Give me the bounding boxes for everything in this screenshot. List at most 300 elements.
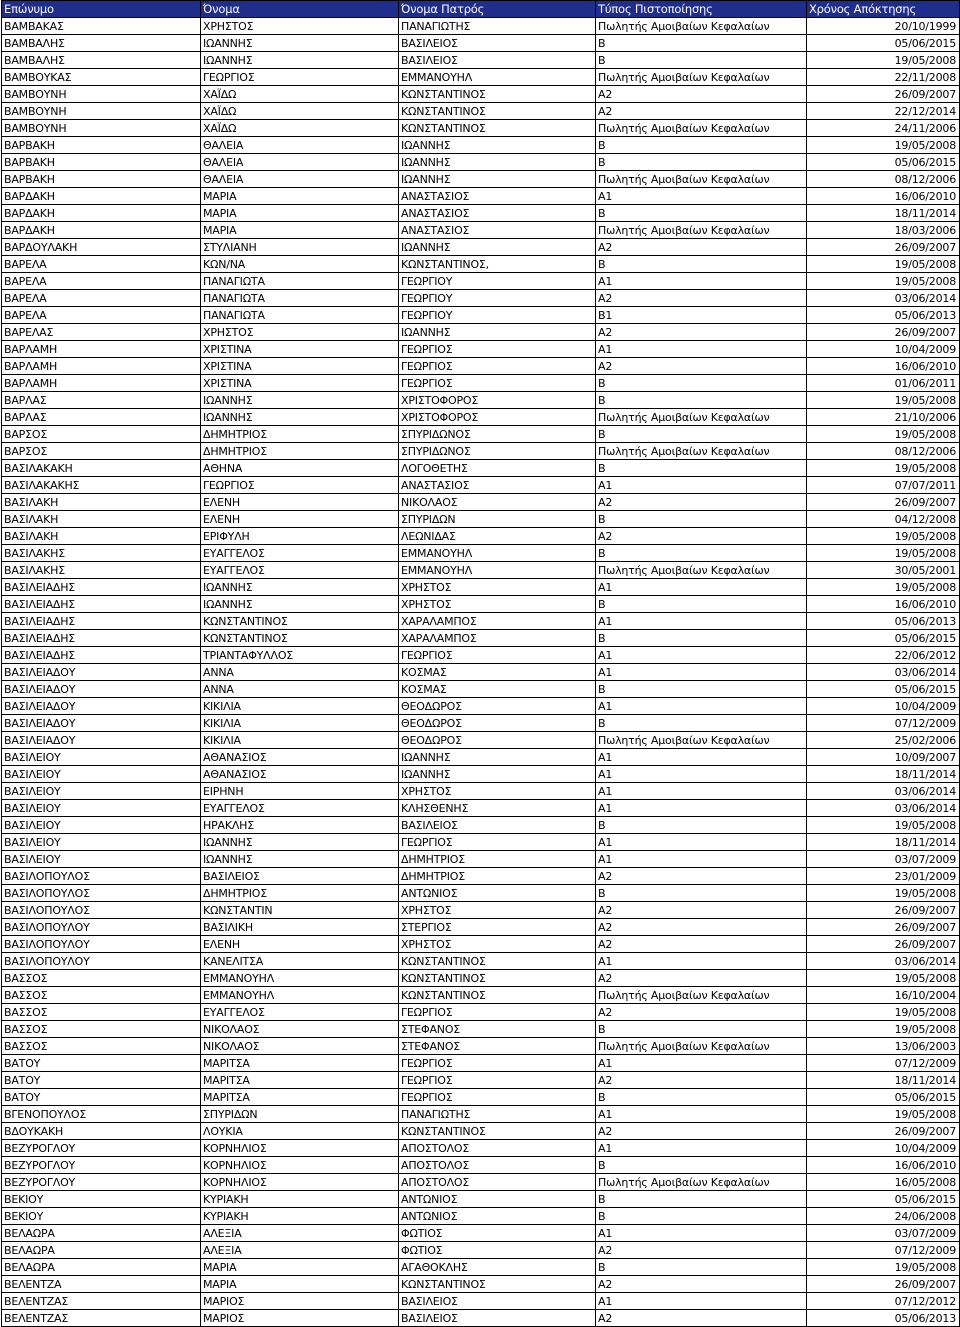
table-row	[2, 919, 960, 936]
acquisition-date-cell: 05/06/2015	[807, 154, 960, 171]
father-name-cell: ΘΕΟΔΩΡΟΣ	[399, 732, 596, 749]
acquisition-date-cell: 22/12/2014	[807, 103, 960, 120]
father-name-cell: ΑΠΟΣΤΟΛΟΣ	[399, 1140, 596, 1157]
table-row	[2, 86, 960, 103]
certification-type-cell: Α1	[596, 851, 807, 868]
table-row	[2, 579, 960, 596]
table-row	[2, 358, 960, 375]
surname-cell: ΒΑΡΔΟΥΛΑΚΗ	[2, 239, 201, 256]
certification-type-cell: Πωλητής Αμοιβαίων Κεφαλαίων	[596, 732, 807, 749]
first-name-cell: ΧΑΪΔΩ	[201, 103, 399, 120]
table-row	[2, 630, 960, 647]
acquisition-date-cell: 26/09/2007	[807, 239, 960, 256]
acquisition-date-cell: 19/05/2008	[807, 1106, 960, 1123]
surname-cell: ΒΑΜΒΟΥΝΗ	[2, 120, 201, 137]
table-row	[2, 1242, 960, 1259]
surname-cell: ΒΑΣΙΛΕΙΑΔΟΥ	[2, 664, 201, 681]
table-row	[2, 426, 960, 443]
surname-cell: ΒΑΣΙΛΕΙΑΔΗΣ	[2, 630, 201, 647]
certification-type-cell: Α1	[596, 477, 807, 494]
father-name-cell: ΙΩΑΝΝΗΣ	[399, 154, 596, 171]
certification-type-cell: Β	[596, 545, 807, 562]
table-row	[2, 1310, 960, 1327]
surname-cell: ΒΕΚΙΟΥ	[2, 1208, 201, 1225]
table-row	[2, 885, 960, 902]
certification-type-cell: Πωλητής Αμοιβαίων Κεφαλαίων	[596, 120, 807, 137]
father-name-cell: ΓΕΩΡΓΙΟΣ	[399, 341, 596, 358]
certification-type-cell: Α1	[596, 1140, 807, 1157]
certification-type-cell: Β	[596, 35, 807, 52]
first-name-cell: ΜΑΡΙΑ	[201, 188, 399, 205]
father-name-cell: ΣΤΕΡΓΙΟΣ	[399, 919, 596, 936]
first-name-cell: ΚΥΡΙΑΚΗ	[201, 1208, 399, 1225]
certification-type-cell: Α2	[596, 358, 807, 375]
surname-cell: ΒΑΣΙΛΕΙΑΔΗΣ	[2, 596, 201, 613]
father-name-cell: ΦΩΤΙΟΣ	[399, 1225, 596, 1242]
first-name-cell: ΚΑΝΕΛΙΤΣΑ	[201, 953, 399, 970]
certification-type-cell: Α1	[596, 698, 807, 715]
acquisition-date-cell: 16/10/2004	[807, 987, 960, 1004]
surname-cell: ΒΑΣΙΛΑΚΑΚΗ	[2, 460, 201, 477]
certification-type-cell: Α2	[596, 86, 807, 103]
certification-type-cell: Α2	[596, 494, 807, 511]
acquisition-date-cell: 26/09/2007	[807, 902, 960, 919]
table-row	[2, 256, 960, 273]
surname-cell: ΒΕΛΕΝΤΖΑΣ	[2, 1310, 201, 1327]
first-name-cell: ΙΩΑΝΝΗΣ	[201, 52, 399, 69]
header-acquisition-date: Χρόνος Απόκτησης	[807, 1, 960, 18]
surname-cell: ΒΑΣΙΛΟΠΟΥΛΟΥ	[2, 953, 201, 970]
first-name-cell: ΕΛΕΝΗ	[201, 511, 399, 528]
father-name-cell: ΓΕΩΡΓΙΟΥ	[399, 307, 596, 324]
surname-cell: ΒΑΣΣΟΣ	[2, 987, 201, 1004]
certification-type-cell: Πωλητής Αμοιβαίων Κεφαλαίων	[596, 987, 807, 1004]
table-row	[2, 1157, 960, 1174]
table-row	[2, 783, 960, 800]
certification-type-cell: Α1	[596, 579, 807, 596]
certification-type-cell: Α2	[596, 902, 807, 919]
father-name-cell: ΚΩΝΣΤΑΝΤΙΝΟΣ	[399, 1123, 596, 1140]
surname-cell: ΒΑΡΔΑΚΗ	[2, 188, 201, 205]
first-name-cell: ΚΥΡΙΑΚΗ	[201, 1191, 399, 1208]
father-name-cell: ΧΡΗΣΤΟΣ	[399, 902, 596, 919]
certification-type-cell: Β	[596, 1021, 807, 1038]
father-name-cell: ΙΩΑΝΝΗΣ	[399, 324, 596, 341]
first-name-cell: ΠΑΝΑΓΙΩΤΑ	[201, 273, 399, 290]
father-name-cell: ΒΑΣΙΛΕΙΟΣ	[399, 52, 596, 69]
acquisition-date-cell: 19/05/2008	[807, 273, 960, 290]
first-name-cell: ΜΑΡΙΑ	[201, 205, 399, 222]
acquisition-date-cell: 26/09/2007	[807, 1123, 960, 1140]
surname-cell: ΒΑΣΙΛΟΠΟΥΛΟΥ	[2, 919, 201, 936]
acquisition-date-cell: 05/06/2013	[807, 1310, 960, 1327]
header-father-name: Όνομα Πατρός	[399, 1, 596, 18]
surname-cell: ΒΑΡΕΛΑ	[2, 273, 201, 290]
father-name-cell: ΧΡΙΣΤΟΦΟΡΟΣ	[399, 409, 596, 426]
surname-cell: ΒΑΣΙΛΕΙΑΔΗΣ	[2, 613, 201, 630]
table-row	[2, 970, 960, 987]
table-row	[2, 664, 960, 681]
father-name-cell: ΧΡΗΣΤΟΣ	[399, 579, 596, 596]
father-name-cell: ΣΠΥΡΙΔΩΝΟΣ	[399, 426, 596, 443]
table-row	[2, 1072, 960, 1089]
surname-cell: ΒΕΖΥΡΟΓΛΟΥ	[2, 1140, 201, 1157]
father-name-cell: ΣΠΥΡΙΔΩΝ	[399, 511, 596, 528]
header-first-name: Όνομα	[201, 1, 399, 18]
father-name-cell: ΑΠΟΣΤΟΛΟΣ	[399, 1174, 596, 1191]
acquisition-date-cell: 25/02/2006	[807, 732, 960, 749]
acquisition-date-cell: 19/05/2008	[807, 256, 960, 273]
table-row	[2, 154, 960, 171]
first-name-cell: ΚΟΡΝΗΛΙΟΣ	[201, 1157, 399, 1174]
acquisition-date-cell: 16/06/2010	[807, 358, 960, 375]
father-name-cell: ΓΕΩΡΓΙΟΣ	[399, 1072, 596, 1089]
father-name-cell: ΚΩΝΣΤΑΝΤΙΝΟΣ	[399, 1276, 596, 1293]
surname-cell: ΒΑΜΒΑΚΑΣ	[2, 18, 201, 35]
father-name-cell: ΧΡΗΣΤΟΣ	[399, 596, 596, 613]
acquisition-date-cell: 04/12/2008	[807, 511, 960, 528]
acquisition-date-cell: 13/06/2003	[807, 1038, 960, 1055]
certification-type-cell: Β	[596, 715, 807, 732]
table-row	[2, 1276, 960, 1293]
father-name-cell: ΧΡΗΣΤΟΣ	[399, 783, 596, 800]
father-name-cell: ΒΑΣΙΛΕΙΟΣ	[399, 817, 596, 834]
table-row	[2, 681, 960, 698]
first-name-cell: ΙΩΑΝΝΗΣ	[201, 409, 399, 426]
table-row	[2, 851, 960, 868]
table-row	[2, 987, 960, 1004]
certification-type-cell: Α1	[596, 1293, 807, 1310]
acquisition-date-cell: 21/10/2006	[807, 409, 960, 426]
first-name-cell: ΜΑΡΙΑ	[201, 1259, 399, 1276]
surname-cell: ΒΑΣΙΛΕΙΑΔΟΥ	[2, 732, 201, 749]
surname-cell: ΒΑΣΙΛΕΙΑΔΗΣ	[2, 579, 201, 596]
surname-cell: ΒΑΣΙΛΟΠΟΥΛΟΣ	[2, 885, 201, 902]
first-name-cell: ΜΑΡΙΤΣΑ	[201, 1055, 399, 1072]
certification-type-cell: Β	[596, 1089, 807, 1106]
surname-cell: ΒΑΣΙΛΟΠΟΥΛΟΣ	[2, 868, 201, 885]
table-row	[2, 1225, 960, 1242]
first-name-cell: ΕΛΕΝΗ	[201, 936, 399, 953]
father-name-cell: ΔΗΜΗΤΡΙΟΣ	[399, 851, 596, 868]
acquisition-date-cell: 16/06/2010	[807, 1157, 960, 1174]
first-name-cell: ΣΠΥΡΙΔΩΝ	[201, 1106, 399, 1123]
certification-type-cell: Α2	[596, 970, 807, 987]
certification-type-cell: Πωλητής Αμοιβαίων Κεφαλαίων	[596, 69, 807, 86]
header-row	[2, 1, 960, 18]
surname-cell: ΒΕΛΑΩΡΑ	[2, 1225, 201, 1242]
acquisition-date-cell: 19/05/2008	[807, 1259, 960, 1276]
surname-cell: ΒΑΣΙΛΕΙΟΥ	[2, 783, 201, 800]
surname-cell: ΒΕΛΑΩΡΑ	[2, 1242, 201, 1259]
acquisition-date-cell: 26/09/2007	[807, 86, 960, 103]
header-surname: Επώνυμο	[2, 1, 201, 18]
table-row	[2, 205, 960, 222]
table-row	[2, 1021, 960, 1038]
surname-cell: ΒΑΡΛΑΣ	[2, 409, 201, 426]
acquisition-date-cell: 03/06/2014	[807, 664, 960, 681]
acquisition-date-cell: 19/05/2008	[807, 460, 960, 477]
acquisition-date-cell: 19/05/2008	[807, 137, 960, 154]
surname-cell: ΒΕΖΥΡΟΓΛΟΥ	[2, 1174, 201, 1191]
father-name-cell: ΚΟΣΜΑΣ	[399, 664, 596, 681]
certification-type-cell: Α1	[596, 766, 807, 783]
first-name-cell: ΚΩΝΣΤΑΝΤΙΝΟΣ	[201, 613, 399, 630]
acquisition-date-cell: 19/05/2008	[807, 1021, 960, 1038]
father-name-cell: ΘΕΟΔΩΡΟΣ	[399, 698, 596, 715]
surname-cell: ΒΑΡΒΑΚΗ	[2, 171, 201, 188]
table-row	[2, 103, 960, 120]
first-name-cell: ΔΗΜΗΤΡΙΟΣ	[201, 885, 399, 902]
certification-type-cell: Α1	[596, 273, 807, 290]
acquisition-date-cell: 03/06/2014	[807, 953, 960, 970]
table-row	[2, 596, 960, 613]
father-name-cell: ΒΑΣΙΛΕΙΟΣ	[399, 35, 596, 52]
father-name-cell: ΚΩΝΣΤΑΝΤΙΝΟΣ	[399, 103, 596, 120]
first-name-cell: ΑΝΝΑ	[201, 681, 399, 698]
acquisition-date-cell: 10/04/2009	[807, 341, 960, 358]
certification-type-cell: Α1	[596, 647, 807, 664]
surname-cell: ΒΑΡΕΛΑ	[2, 290, 201, 307]
first-name-cell: ΔΗΜΗΤΡΙΟΣ	[201, 426, 399, 443]
acquisition-date-cell: 07/12/2009	[807, 715, 960, 732]
surname-cell: ΒΕΛΕΝΤΖΑΣ	[2, 1293, 201, 1310]
first-name-cell: ΧΡΗΣΤΟΣ	[201, 18, 399, 35]
table-row	[2, 1293, 960, 1310]
surname-cell: ΒΑΣΙΛΕΙΟΥ	[2, 749, 201, 766]
acquisition-date-cell: 07/12/2009	[807, 1242, 960, 1259]
certification-type-cell: Πωλητής Αμοιβαίων Κεφαλαίων	[596, 443, 807, 460]
table-row	[2, 1089, 960, 1106]
acquisition-date-cell: 18/11/2014	[807, 205, 960, 222]
table-row	[2, 1140, 960, 1157]
surname-cell: ΒΑΜΒΑΛΗΣ	[2, 52, 201, 69]
acquisition-date-cell: 07/07/2011	[807, 477, 960, 494]
father-name-cell: ΓΕΩΡΓΙΟΣ	[399, 1089, 596, 1106]
first-name-cell: ΙΩΑΝΝΗΣ	[201, 35, 399, 52]
acquisition-date-cell: 05/06/2015	[807, 1191, 960, 1208]
acquisition-date-cell: 08/12/2006	[807, 171, 960, 188]
certification-type-cell: Α1	[596, 188, 807, 205]
certification-type-cell: Β	[596, 460, 807, 477]
first-name-cell: ΧΡΙΣΤΙΝΑ	[201, 375, 399, 392]
surname-cell: ΒΑΣΣΟΣ	[2, 1038, 201, 1055]
table-row	[2, 1004, 960, 1021]
certification-type-cell: Β	[596, 1157, 807, 1174]
first-name-cell: ΚΟΡΝΗΛΙΟΣ	[201, 1174, 399, 1191]
first-name-cell: ΕΥΑΓΓΕΛΟΣ	[201, 545, 399, 562]
father-name-cell: ΣΠΥΡΙΔΩΝΟΣ	[399, 443, 596, 460]
surname-cell: ΒΕΚΙΟΥ	[2, 1191, 201, 1208]
first-name-cell: ΒΑΣΙΛΙΚΗ	[201, 919, 399, 936]
acquisition-date-cell: 19/05/2008	[807, 885, 960, 902]
certification-type-cell: Πωλητής Αμοιβαίων Κεφαλαίων	[596, 1038, 807, 1055]
first-name-cell: ΕΛΕΝΗ	[201, 494, 399, 511]
certification-type-cell: Α2	[596, 528, 807, 545]
surname-cell: ΒΑΣΙΛΟΠΟΥΛΟΥ	[2, 936, 201, 953]
certification-type-cell: Α2	[596, 1123, 807, 1140]
father-name-cell: ΕΜΜΑΝΟΥΗΛ	[399, 69, 596, 86]
father-name-cell: ΑΝΑΣΤΑΣΙΟΣ	[399, 477, 596, 494]
first-name-cell: ΚΩΝΣΤΑΝΤΙΝΟΣ	[201, 630, 399, 647]
acquisition-date-cell: 22/06/2012	[807, 647, 960, 664]
certification-type-cell: Α1	[596, 1225, 807, 1242]
table-row	[2, 69, 960, 86]
acquisition-date-cell: 07/12/2009	[807, 1055, 960, 1072]
acquisition-date-cell: 20/10/1999	[807, 18, 960, 35]
surname-cell: ΒΑΣΙΛΑΚΗ	[2, 494, 201, 511]
acquisition-date-cell: 24/11/2006	[807, 120, 960, 137]
surname-cell: ΒΑΣΙΛΕΙΟΥ	[2, 817, 201, 834]
surname-cell: ΒΑΡΣΟΣ	[2, 426, 201, 443]
acquisition-date-cell: 26/09/2007	[807, 1276, 960, 1293]
table-row	[2, 460, 960, 477]
table-row	[2, 1055, 960, 1072]
certification-type-cell: Α2	[596, 919, 807, 936]
father-name-cell: ΛΕΩΝΙΔΑΣ	[399, 528, 596, 545]
first-name-cell: ΜΑΡΙΑ	[201, 222, 399, 239]
father-name-cell: ΚΟΣΜΑΣ	[399, 681, 596, 698]
table-row	[2, 494, 960, 511]
father-name-cell: ΓΕΩΡΓΙΟΣ	[399, 1004, 596, 1021]
first-name-cell: ΚΩΝΣΤΑΝΤΙΝ	[201, 902, 399, 919]
surname-cell: ΒΕΛΑΩΡΑ	[2, 1259, 201, 1276]
father-name-cell: ΣΤΕΦΑΝΟΣ	[399, 1021, 596, 1038]
first-name-cell: ΑΘΑΝΑΣΙΟΣ	[201, 749, 399, 766]
first-name-cell: ΜΑΡΙΤΣΑ	[201, 1089, 399, 1106]
acquisition-date-cell: 18/11/2014	[807, 834, 960, 851]
acquisition-date-cell: 01/06/2011	[807, 375, 960, 392]
table-row	[2, 528, 960, 545]
table-row	[2, 1191, 960, 1208]
table-row	[2, 936, 960, 953]
father-name-cell: ΚΩΝΣΤΑΝΤΙΝΟΣ	[399, 120, 596, 137]
acquisition-date-cell: 22/11/2008	[807, 69, 960, 86]
father-name-cell: ΓΕΩΡΓΙΟΣ	[399, 1055, 596, 1072]
first-name-cell: ΚΟΡΝΗΛΙΟΣ	[201, 1140, 399, 1157]
father-name-cell: ΙΩΑΝΝΗΣ	[399, 766, 596, 783]
certification-type-cell: Α2	[596, 1310, 807, 1327]
father-name-cell: ΚΛΗΣΘΕΝΗΣ	[399, 800, 596, 817]
first-name-cell: ΕΥΑΓΓΕΛΟΣ	[201, 562, 399, 579]
father-name-cell: ΙΩΑΝΝΗΣ	[399, 171, 596, 188]
surname-cell: ΒΑΣΙΛΑΚΗΣ	[2, 545, 201, 562]
acquisition-date-cell: 24/06/2008	[807, 1208, 960, 1225]
first-name-cell: ΙΩΑΝΝΗΣ	[201, 579, 399, 596]
first-name-cell: ΒΑΣΙΛΕΙΟΣ	[201, 868, 399, 885]
surname-cell: ΒΑΡΛΑΣ	[2, 392, 201, 409]
certification-type-cell: Α2	[596, 868, 807, 885]
table-row	[2, 766, 960, 783]
father-name-cell: ΔΗΜΗΤΡΙΟΣ	[399, 868, 596, 885]
first-name-cell: ΚΙΚΙΛΙΑ	[201, 698, 399, 715]
table-row	[2, 1123, 960, 1140]
first-name-cell: ΑΛΕΞΙΑ	[201, 1225, 399, 1242]
first-name-cell: ΤΡΙΑΝΤΑΦΥΛΛΟΣ	[201, 647, 399, 664]
father-name-cell: ΧΑΡΑΛΑΜΠΟΣ	[399, 613, 596, 630]
certification-type-cell: Β	[596, 1208, 807, 1225]
father-name-cell: ΧΑΡΑΛΑΜΠΟΣ	[399, 630, 596, 647]
first-name-cell: ΝΙΚΟΛΑΟΣ	[201, 1038, 399, 1055]
first-name-cell: ΣΤΥΛΙΑΝΗ	[201, 239, 399, 256]
father-name-cell: ΑΝΤΩΝΙΟΣ	[399, 885, 596, 902]
acquisition-date-cell: 23/01/2009	[807, 868, 960, 885]
first-name-cell: ΕΙΡΗΝΗ	[201, 783, 399, 800]
first-name-cell: ΙΩΑΝΝΗΣ	[201, 392, 399, 409]
father-name-cell: ΣΤΕΦΑΝΟΣ	[399, 1038, 596, 1055]
surname-cell: ΒΕΖΥΡΟΓΛΟΥ	[2, 1157, 201, 1174]
table-row	[2, 273, 960, 290]
certification-type-cell: Α1	[596, 1055, 807, 1072]
acquisition-date-cell: 05/06/2015	[807, 681, 960, 698]
acquisition-date-cell: 26/09/2007	[807, 919, 960, 936]
father-name-cell: ΛΟΓΟΘΕΤΗΣ	[399, 460, 596, 477]
surname-cell: ΒΑΜΒΟΥΚΑΣ	[2, 69, 201, 86]
table-row	[2, 341, 960, 358]
first-name-cell: ΧΡΗΣΤΟΣ	[201, 324, 399, 341]
first-name-cell: ΜΑΡΙΤΣΑ	[201, 1072, 399, 1089]
surname-cell: ΒΑΡΔΑΚΗ	[2, 205, 201, 222]
surname-cell: ΒΑΡΕΛΑ	[2, 256, 201, 273]
surname-cell: ΒΑΤΟΥ	[2, 1072, 201, 1089]
first-name-cell: ΙΩΑΝΝΗΣ	[201, 834, 399, 851]
table-row	[2, 1174, 960, 1191]
acquisition-date-cell: 19/05/2008	[807, 970, 960, 987]
certification-type-cell: Β1	[596, 307, 807, 324]
first-name-cell: ΕΜΜΑΝΟΥΗΛ	[201, 970, 399, 987]
surname-cell: ΒΑΣΙΛΕΙΑΔΟΥ	[2, 698, 201, 715]
table-row	[2, 137, 960, 154]
surname-cell: ΒΔΟΥΚΑΚΗ	[2, 1123, 201, 1140]
father-name-cell: ΠΑΝΑΓΙΩΤΗΣ	[399, 18, 596, 35]
father-name-cell: ΚΩΝΣΤΑΝΤΙΝΟΣ	[399, 970, 596, 987]
first-name-cell: ΚΙΚΙΛΙΑ	[201, 715, 399, 732]
father-name-cell: ΓΕΩΡΓΙΟΣ	[399, 375, 596, 392]
certification-type-cell: Α2	[596, 1242, 807, 1259]
table-row	[2, 1259, 960, 1276]
acquisition-date-cell: 19/05/2008	[807, 545, 960, 562]
acquisition-date-cell: 03/07/2009	[807, 1225, 960, 1242]
acquisition-date-cell: 18/03/2006	[807, 222, 960, 239]
certification-type-cell: Β	[596, 596, 807, 613]
certification-type-cell: Πωλητής Αμοιβαίων Κεφαλαίων	[596, 409, 807, 426]
certification-type-cell: Α1	[596, 749, 807, 766]
father-name-cell: ΚΩΝΣΤΑΝΤΙΝΟΣ	[399, 953, 596, 970]
first-name-cell: ΝΙΚΟΛΑΟΣ	[201, 1021, 399, 1038]
surname-cell: ΒΑΡΣΟΣ	[2, 443, 201, 460]
first-name-cell: ΧΑΪΔΩ	[201, 120, 399, 137]
father-name-cell: ΑΝΑΣΤΑΣΙΟΣ	[399, 205, 596, 222]
first-name-cell: ΕΥΑΓΓΕΛΟΣ	[201, 800, 399, 817]
acquisition-date-cell: 05/06/2013	[807, 307, 960, 324]
first-name-cell: ΙΩΑΝΝΗΣ	[201, 596, 399, 613]
first-name-cell: ΕΜΜΑΝΟΥΗΛ	[201, 987, 399, 1004]
surname-cell: ΒΑΡΛΑΜΗ	[2, 341, 201, 358]
acquisition-date-cell: 03/06/2014	[807, 800, 960, 817]
table-row	[2, 902, 960, 919]
first-name-cell: ΘΑΛΕΙΑ	[201, 171, 399, 188]
surname-cell: ΒΑΣΙΛΕΙΑΔΗΣ	[2, 647, 201, 664]
father-name-cell: ΦΩΤΙΟΣ	[399, 1242, 596, 1259]
first-name-cell: ΙΩΑΝΝΗΣ	[201, 851, 399, 868]
first-name-cell: ΗΡΑΚΛΗΣ	[201, 817, 399, 834]
table-row	[2, 834, 960, 851]
certification-type-cell: Β	[596, 426, 807, 443]
father-name-cell: ΓΕΩΡΓΙΟΣ	[399, 358, 596, 375]
certification-type-cell: Β	[596, 392, 807, 409]
surname-cell: ΒΑΣΙΛΕΙΟΥ	[2, 766, 201, 783]
certification-type-cell: Α1	[596, 341, 807, 358]
